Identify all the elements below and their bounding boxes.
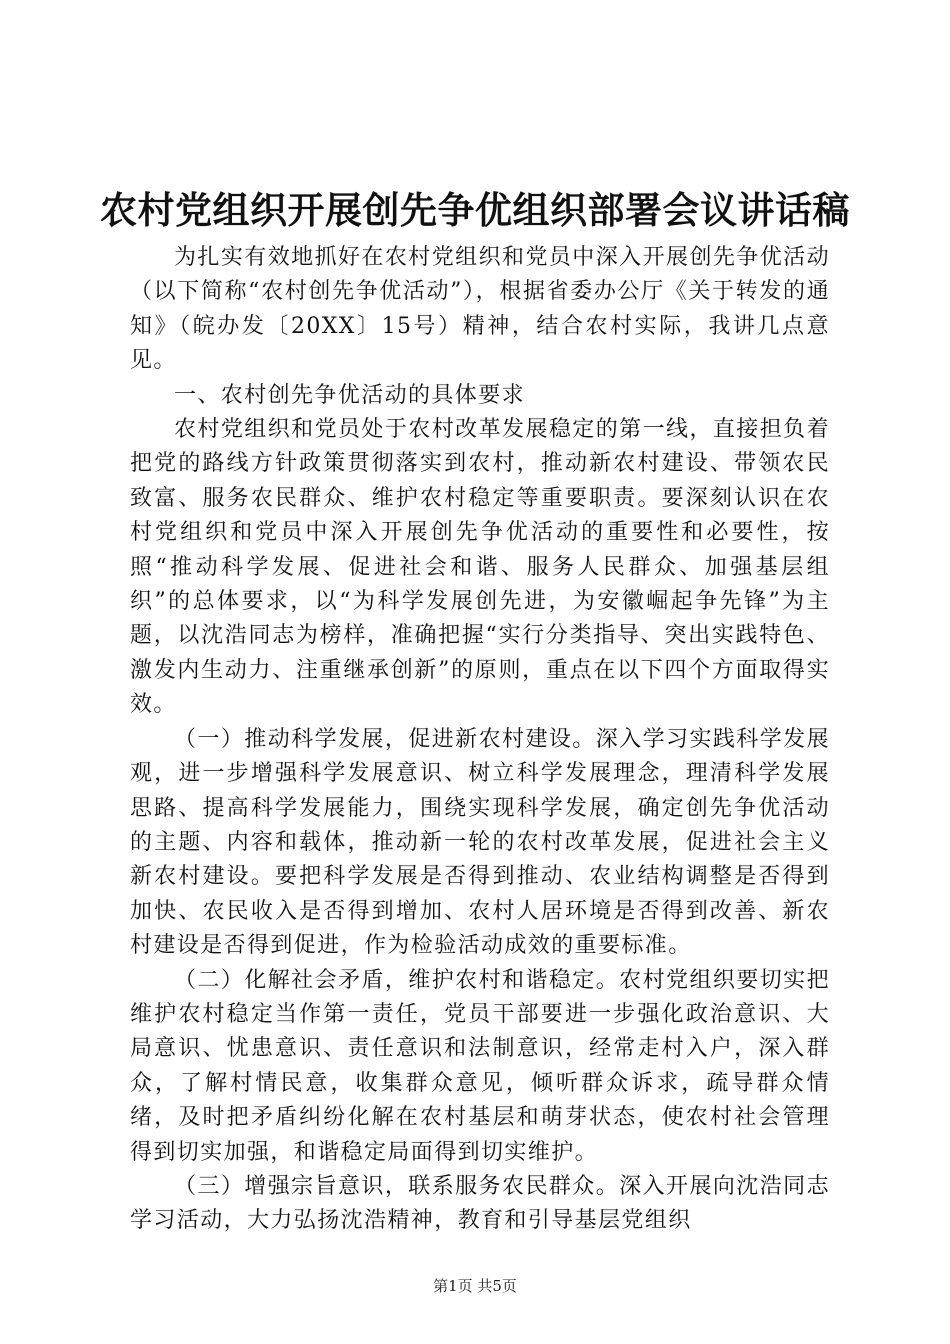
intro-paragraph: 为扎实有效地抓好在农村党组织和党员中深入开展创先争优活动（以下简称“农村创先争优活动”），根据省委办公厅《关于转发的通知》（皖办发〔20XX〕15号）精神，结合农村实际，我讲几点意见。 bbox=[130, 245, 830, 374]
item-2-paragraph: （二）化解社会矛盾，维护农村和谐稳定。农村党组织要切实把维护农村稳定当作第一责任，党员干部要进一步强化政治意识、大局意识、忧患意识、责任意识和法制意识，经常走村入户，深入群众，了解村情民意，收集群众意见，倾听群众诉求，疏导群众情绪，及时把矛盾纠纷化解在农村基层和萌芽状态，使农村社会管理得到切实加强，和谐稳定局面得到切实维护。 bbox=[130, 967, 830, 1165]
item-1-paragraph: （一）推动科学发展，促进新农村建设。深入学习实践科学发展观，进一步增强科学发展意识、树立科学发展理念，理清科学发展思路、提高科学发展能力，围绕实现科学发展，确定创先争优活动的主题、内容和载体，推动新一轮的农村改革发展，促进社会主义新农村建设。要把科学发展是否得到推动、农业结构调整是否得到加快、农民收入是否得到增加、农村人居环境是否得到改善、新农村建设是否得到促进，作为检验活动成效的重要标准。 bbox=[130, 726, 830, 959]
page-number-footer: 第1页 共5页 bbox=[433, 1277, 517, 1295]
document-body bbox=[130, 241, 830, 1239]
section-heading-1: 一、农村创先争优活动的具体要求 bbox=[174, 382, 526, 408]
document-title: 农村党组织开展创先争优组织部署会议讲话稿 bbox=[100, 188, 850, 232]
requirements-paragraph: 农村党组织和党员处于农村改革发展稳定的第一线，直接担负着把党的路线方针政策贯彻落实到农村，推动新农村建设、带领农民致富、服务农民群众、维护农村稳定等重要职责。要深刻认识在农村党组织和党员中深入开展创先争优活动的重要性和必要性，按照“推动科学发展、促进社会和谐、服务人民群众、加强基层组织”的总体要求，以“为科学发展创先进，为安徽崛起争先锋”为主题，以沈浩同志为榜样，准确把握“实行分类指导、突出实践特色、激发内生动力、注重继承创新”的原则，重点在以下四个方面取得实效。 bbox=[130, 417, 830, 718]
item-3-paragraph: （三）增强宗旨意识，联系服务农民群众。深入开展向沈浩同志学习活动，大力弘扬沈浩精神，教育和引导基层党组织 bbox=[130, 1173, 830, 1234]
